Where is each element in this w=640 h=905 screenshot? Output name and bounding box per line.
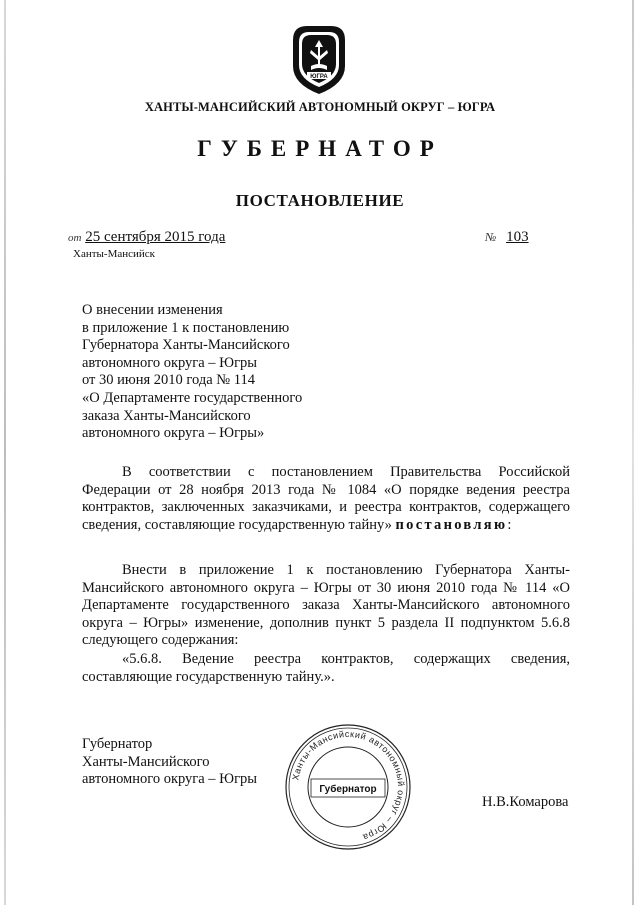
number-sign: №: [485, 230, 497, 244]
subject-line: автономного округа – Югры»: [82, 425, 265, 442]
preamble-text: В соответствии с постановлением Правительства Российской Федерации от 28 ноября 2013 года № 1084 «О порядке ведения реестра контрактов, заключенных заказчиками, и реестра контрактов, содержащего сведения, составляющие государственную тайну»: [82, 464, 570, 533]
signatory-title-line: Ханты-Мансийского: [82, 753, 210, 770]
stamp-ring-text: Ханты-Мансийский автономный округ – Югра: [290, 728, 407, 843]
signatory-title-line: автономного округа – Югры: [82, 771, 258, 788]
coat-of-arms-emblem: [287, 20, 351, 98]
subject-block: [82, 302, 302, 443]
amendment-text: «5.6.8. Ведение реестра контрактов, содержащих сведения, составляющие государственную тайну.».: [82, 651, 570, 685]
authority-title: ГУБЕРНАТОР: [197, 136, 443, 161]
operative-text: Внести в приложение 1 к постановлению Губернатора Ханты-Мансийского автономного округа – Югры от 30 июня 2010 года № 114 «О Департаменте государственного заказа Ханты-Мансийского автономного округа – Югры» изменение, дополнив пункт 5 раздела II подпунктом 5.6.8 следующего содержания:: [82, 562, 570, 649]
signatory-name: Н.В.Комарова: [482, 794, 569, 810]
subject-line: автономного округа – Югры: [82, 354, 258, 371]
preamble-paragraph: [82, 464, 570, 534]
subject-line: Губернатора Ханты-Мансийского: [82, 337, 290, 354]
subject-line: О внесении изменения: [82, 302, 223, 318]
decree-keyword: постановляю: [395, 516, 508, 533]
subject-line: от 30 июня 2010 года № 114: [82, 372, 255, 389]
subject-line: в приложение 1 к постановлению: [82, 319, 290, 336]
document-date: 25 сентября 2015 года: [85, 229, 226, 245]
amendment-paragraph: [82, 651, 570, 686]
subject-line: «О Департаменте государственного: [82, 389, 303, 406]
number-line: [485, 229, 547, 246]
stamp-center-text: Губернатор: [319, 784, 377, 795]
signatory-title: [82, 736, 257, 789]
preamble-end: :: [507, 516, 512, 533]
date-prefix: от: [68, 232, 82, 244]
subject-line: заказа Ханты-Мансийского: [82, 407, 251, 424]
city: Ханты-Мансийск: [73, 248, 156, 260]
official-stamp: [283, 722, 413, 852]
document-type: ПОСТАНОВЛЕНИЕ: [235, 191, 405, 210]
operative-paragraph: [82, 562, 570, 650]
date-line: [68, 229, 225, 246]
region-title: ХАНТЫ-МАНСИЙСКИЙ АВТОНОМНЫЙ ОКРУГ – ЮГРА: [144, 100, 496, 114]
emblem-label: ЮГРА: [310, 74, 328, 80]
signatory-title-line: Губернатор: [82, 736, 153, 752]
document-number: 103: [506, 229, 529, 245]
